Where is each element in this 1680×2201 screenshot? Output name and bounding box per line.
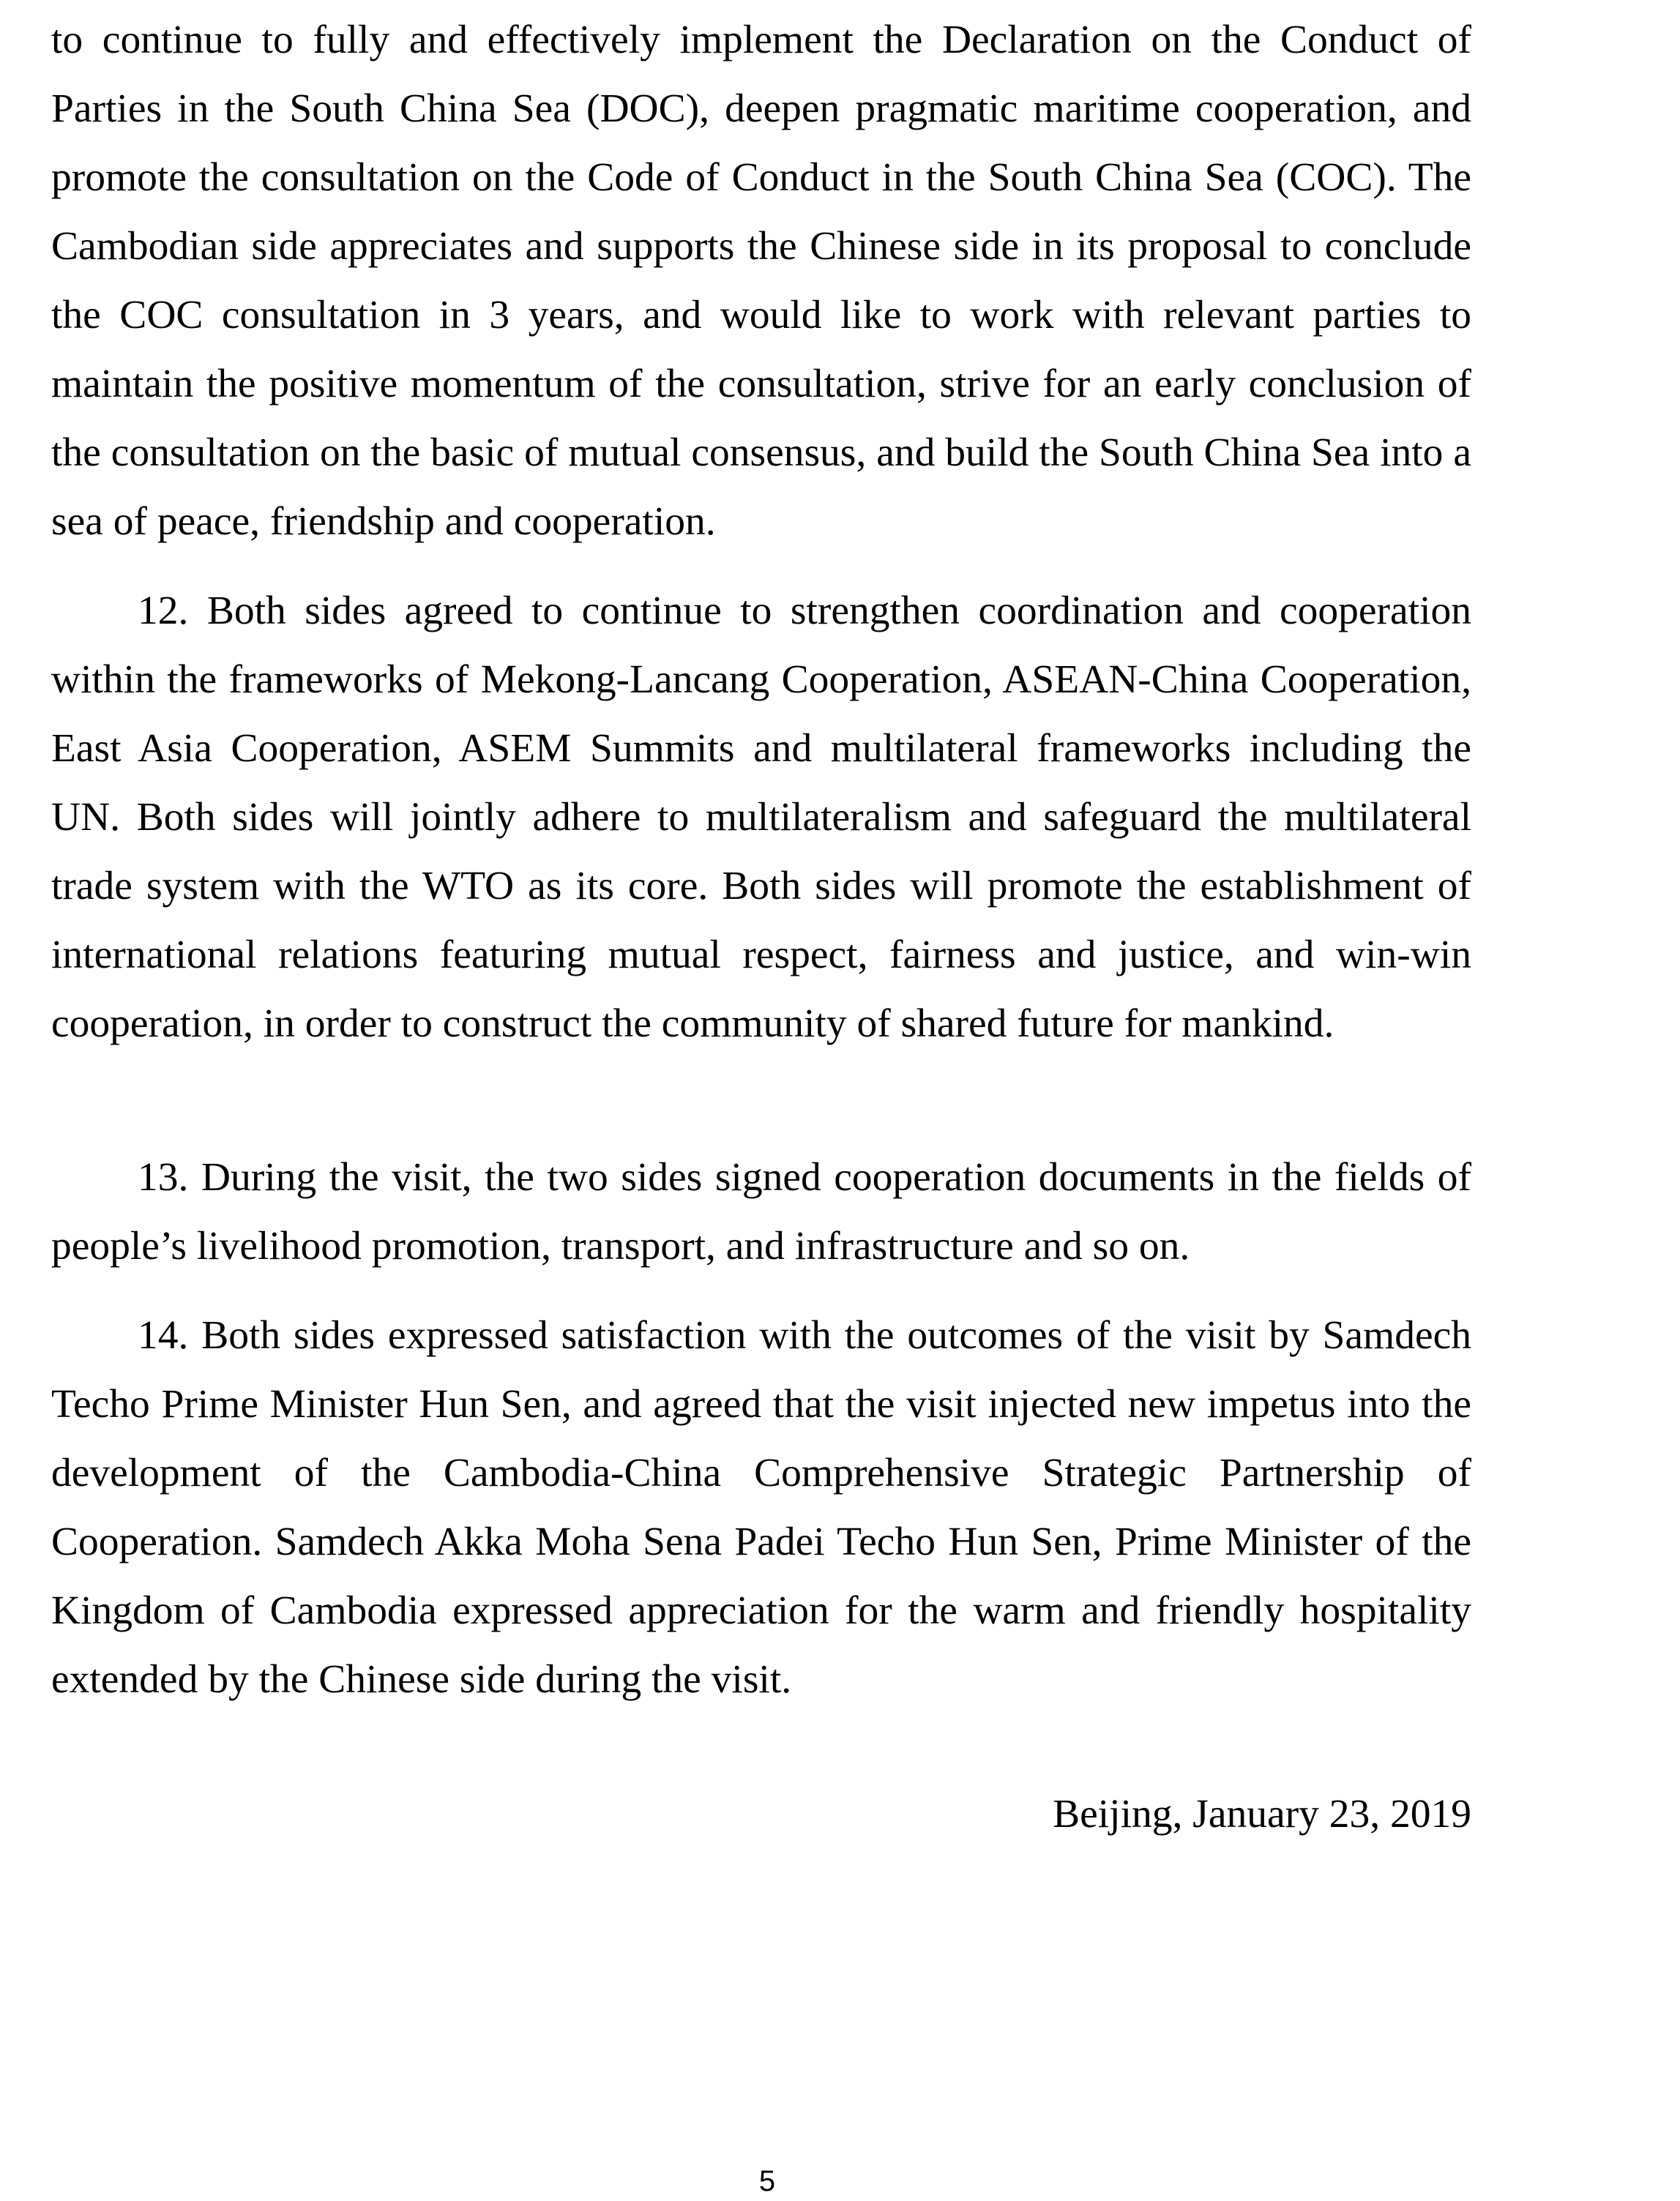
paragraph-14: 14. Both sides expressed satisfaction with the outcomes of the visit by Samdech Techo Prime Minister Hun Sen, and agreed that the visit injected new impetus into the development of the Cambodia-China Comprehensive Strategic Partnership of Cooperation. Samdech Akka Moha Sena Padei Techo Hun Sen, Prime Minister of the Kingdom of Cambodia expressed appreciation for the warm and friendly hospitality extended by the Chinese side during the visit. (51, 1313, 1471, 1702)
paragraph-12: 12. Both sides agreed to continue to strengthen coordination and cooperation within the frameworks of Mekong-Lancang Cooperation, ASEAN-China Cooperation, East Asia Cooperation, ASEM Summits and multilateral frameworks including the UN. Both sides will jointly adhere to multilateralism and safeguard the multilateral trade system with the WTO as its core. Both sides will promote the establishment of international relations featuring mutual respect, fairness and justice, and win-win cooperation, in order to construct the community of shared future for mankind. (51, 588, 1471, 1046)
paragraph-continuation: to continue to fully and effectively implement the Declaration on the Conduct of Parties in the South China Sea (DOC), deepen pragmatic maritime cooperation, and promote the consultation on the Code of Conduct in the South China Sea (COC). The Cambodian side appreciates and supports the Chinese side in its proposal to conclude the COC consultation in 3 years, and would like to work with relevant parties to maintain the positive momentum of the consultation, strive for an early conclusion of the consultation on the basic of mutual consensus, and build the South China Sea into a sea of peace, friendship and cooperation. (51, 18, 1471, 544)
paragraph-13: 13. During the visit, the two sides signed cooperation documents in the fields of people’s livelihood promotion, transport, and infrastructure and so on. (51, 1155, 1471, 1268)
page-number: 5 (758, 2165, 776, 2197)
place-date-signature: Beijing, January 23, 2019 (1053, 1792, 1471, 1836)
